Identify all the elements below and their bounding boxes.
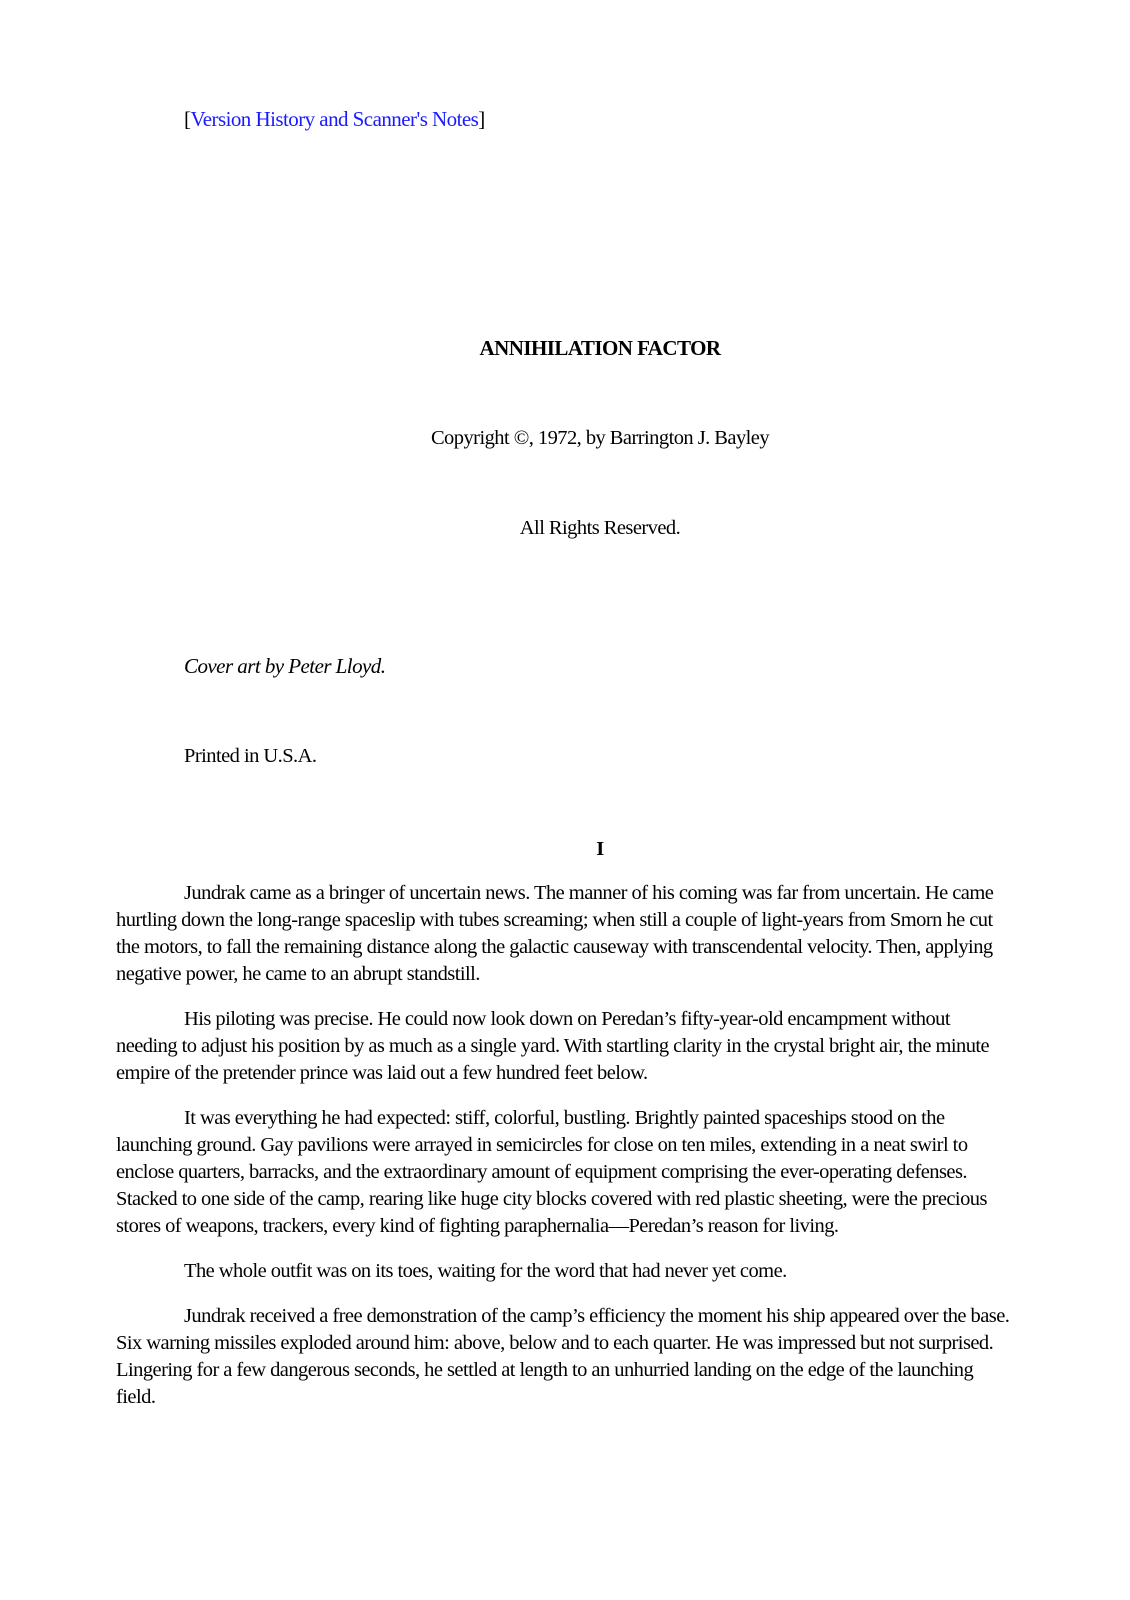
paragraph: Jundrak came as a bringer of uncertain news. The manner of his coming was far from uncertain. He came hurtling down the long-range spaceslip with tubes screaming; when still a couple of light-years from Smorn he cut the motors, to fall the remaining distance along the galactic causeway with transcendental velocity. Then, applying negative power, he came to an abrupt standstill.: [116, 882, 994, 985]
paragraph: The whole outfit was on its toes, waiting for the word that had never yet come.: [184, 1260, 787, 1282]
version-history-link[interactable]: Version History and Scanner's Notes: [190, 107, 479, 131]
chapter-body: [116, 880, 1012, 1429]
copyright-line: Copyright ©, 1972, by Barrington J. Bayley: [430, 427, 770, 449]
paragraph: Jundrak received a free demonstration of the camp’s efficiency the moment his ship appeared over the base. Six warning missiles exploded around him: above, below and to each quarter. He was impressed but not surprised. Lingering for a few dangerous seconds, he settled at length to an unhurried landing on the edge of the launching field.: [116, 1305, 1010, 1408]
bracket-close: ]: [478, 107, 485, 131]
bracket-open: [: [184, 107, 191, 131]
chapter-heading: I: [596, 838, 604, 860]
paragraph: His piloting was precise. He could now look down on Peredan’s fifty-year-old encampment without needing to adjust his position by as much as a single yard. With startling clarity in the crystal bright air, the minute empire of the pretender prince was laid out a few hundred feet below.: [116, 1008, 990, 1084]
cover-art-credit: Cover art by Peter Lloyd.: [184, 654, 386, 678]
book-title: ANNIHILATION FACTOR: [479, 336, 721, 360]
paragraph: It was everything he had expected: stiff, colorful, bustling. Brightly painted spaceships stood on the launching ground. Gay pavilions were arrayed in semicircles for close on ten miles, extending in a neat swirl to enclose quarters, barracks, and the extraordinary amount of equipment comprising the ever-operating defenses. Stacked to one side of the camp, rearing like huge city blocks covered with red plastic sheeting, were the precious stores of weapons, trackers, every kind of fighting paraphernalia—Peredan’s reason for living.: [116, 1107, 987, 1237]
printed-line: Printed in U.S.A.: [184, 745, 317, 767]
version-history-line: [184, 107, 485, 132]
rights-line: All Rights Reserved.: [519, 517, 681, 539]
